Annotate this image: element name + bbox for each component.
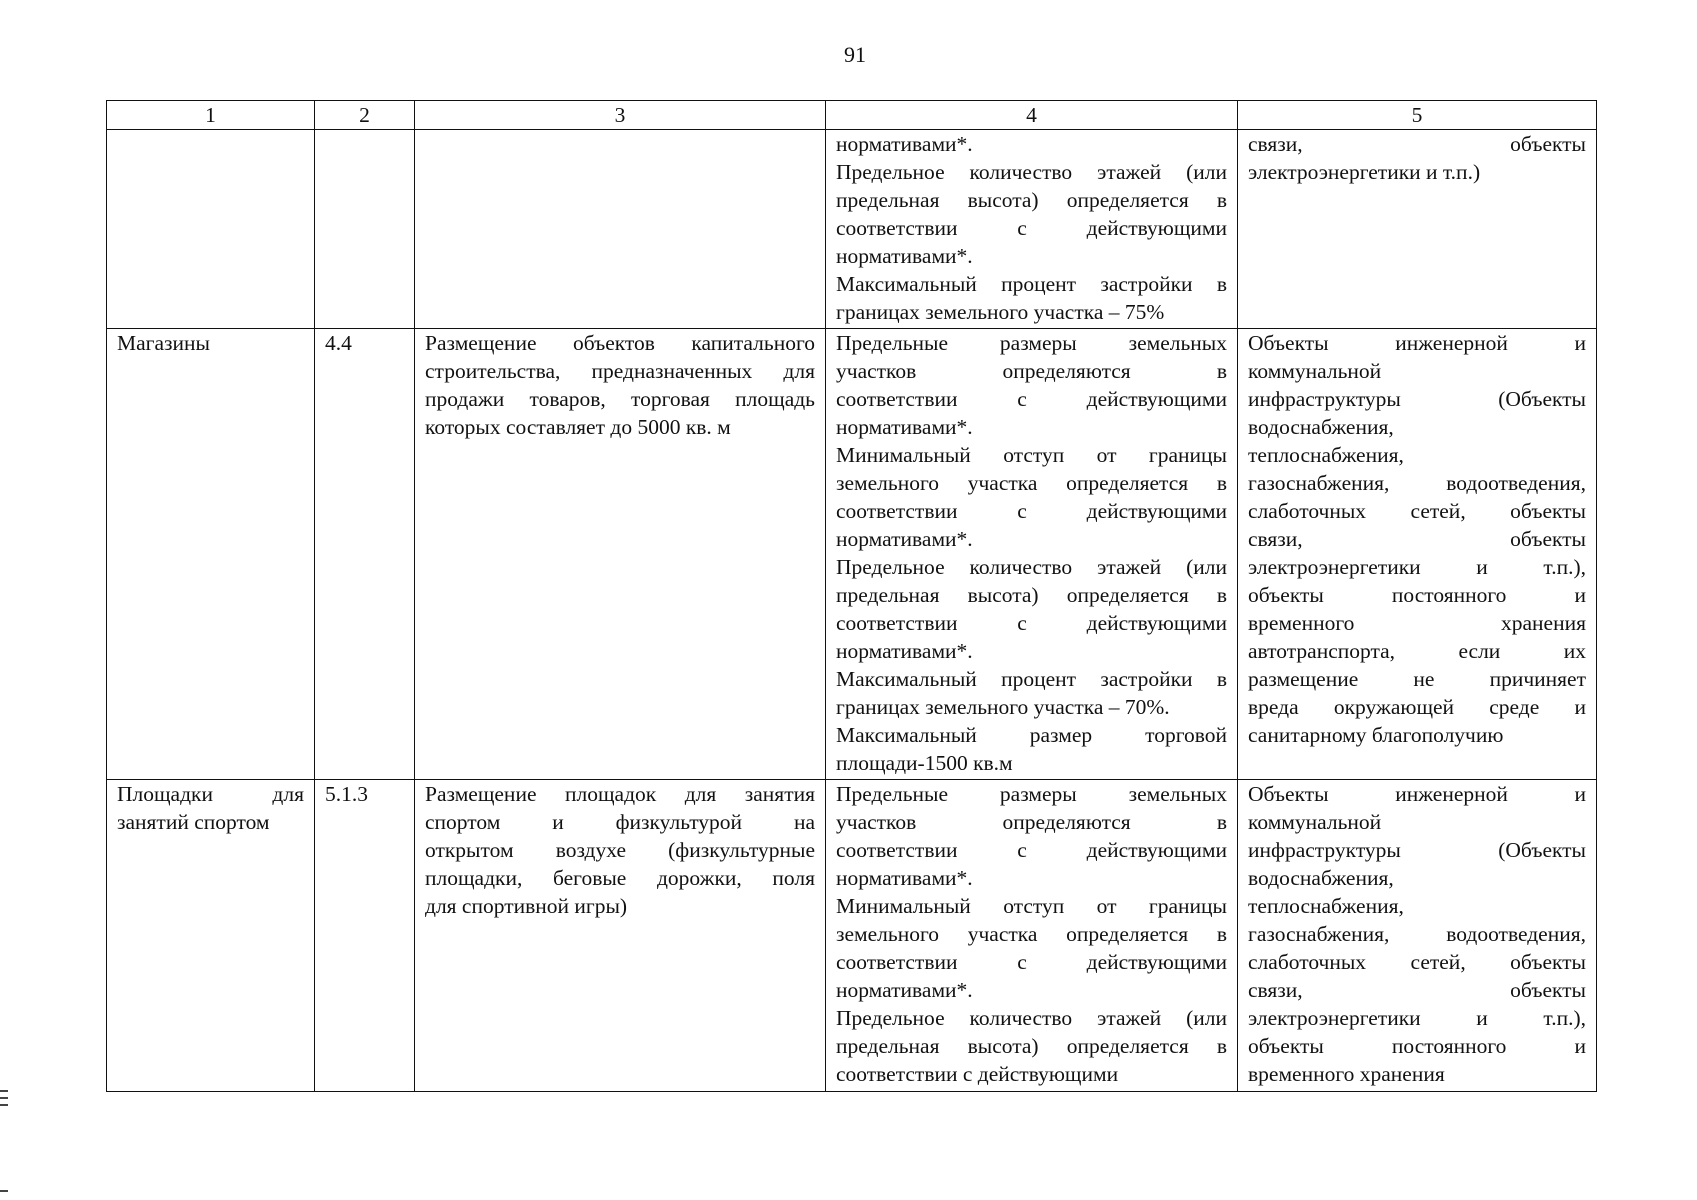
cell-line: которых составляет до 5000 кв. м: [425, 415, 731, 439]
margin-mark: [0, 1097, 8, 1099]
auxiliary-cell: [1238, 329, 1597, 780]
cell-line: временного хранения: [1248, 1062, 1445, 1086]
cell-line: Максимальный размер торговой: [836, 723, 1227, 747]
table-row: [107, 780, 1597, 1092]
cell-line: автотранспорта, если их: [1248, 639, 1586, 663]
cell-line: объекты постоянного и: [1248, 583, 1586, 607]
cell-line: предельная высота) определяется в: [836, 188, 1227, 212]
cell-line: водоснабжения,: [1248, 415, 1394, 439]
cell-line: соответствии с действующими: [836, 387, 1227, 411]
cell-line: инфраструктуры (Объекты: [1248, 387, 1586, 411]
cell-line: открытом воздухе (физкультурные: [425, 838, 815, 862]
cell-line: соответствии с действующими: [836, 611, 1227, 635]
cell-line: продажи товаров, торговая площадь: [425, 387, 815, 411]
cell-line: строительства, предназначенных для: [425, 359, 815, 383]
use-code-cell: 5.1.3: [315, 780, 415, 1092]
cell-line: участков определяются в: [836, 359, 1227, 383]
cell-line: предельная высота) определяется в: [836, 1034, 1227, 1058]
cell-line: площади-1500 кв.м: [836, 751, 1013, 775]
cell-line: спортом и физкультурой на: [425, 810, 815, 834]
cell-line: нормативами*.: [836, 132, 973, 156]
table-row: [107, 130, 1597, 329]
header-row: [107, 101, 1597, 130]
cell-line: временного хранения: [1248, 611, 1586, 635]
cell-line: Максимальный процент застройки в: [836, 667, 1227, 691]
cell-line: слаботочных сетей, объекты: [1248, 950, 1586, 974]
cell-line: вреда окружающей среде и: [1248, 695, 1586, 719]
cell-line: Объекты инженерной и: [1248, 782, 1586, 806]
cell-line: Максимальный процент застройки в: [836, 272, 1227, 296]
column-header: 5: [1238, 101, 1597, 130]
use-name-cell: [107, 780, 315, 1092]
cell-line: водоснабжения,: [1248, 866, 1394, 890]
column-header: 3: [415, 101, 826, 130]
cell-line: газоснабжения, водоотведения,: [1248, 471, 1586, 495]
margin-mark: [0, 1104, 8, 1106]
table-row: [107, 329, 1597, 780]
cell-line: коммунальной: [1248, 810, 1382, 834]
auxiliary-cell: [1238, 130, 1597, 329]
cell-line: санитарному благополучию: [1248, 723, 1504, 747]
cell-line: Предельные размеры земельных: [836, 331, 1227, 355]
cell-line: соответствии с действующими: [836, 1062, 1119, 1086]
cell-line: нормативами*.: [836, 244, 973, 268]
cell-line: площадки, беговые дорожки, поля: [425, 866, 815, 890]
cell-line: Предельное количество этажей (или: [836, 1006, 1227, 1030]
description-cell: [415, 329, 826, 780]
column-header: 4: [826, 101, 1238, 130]
cell-line: соответствии с действующими: [836, 838, 1227, 862]
cell-line: для спортивной игры): [425, 894, 628, 918]
cell-line: нормативами*.: [836, 639, 973, 663]
cell-line: электроэнергетики и т.п.): [1248, 160, 1481, 184]
cell-line: нормативами*.: [836, 866, 973, 890]
cell-line: Предельное количество этажей (или: [836, 555, 1227, 579]
cell-line: границах земельного участка – 75%: [836, 300, 1165, 324]
cell-line: Размещение объектов капитального: [425, 331, 815, 355]
use-name-cell: Магазины: [107, 329, 315, 780]
cell-line: границах земельного участка – 70%.: [836, 695, 1170, 719]
cell-line: участков определяются в: [836, 810, 1227, 834]
cell-line: нормативами*.: [836, 527, 973, 551]
margin-mark: [0, 1090, 8, 1092]
page-number: 91: [844, 42, 866, 67]
cell-line: теплоснабжения,: [1248, 894, 1404, 918]
cell-line: нормативами*.: [836, 415, 973, 439]
cell-line: слаботочных сетей, объекты: [1248, 499, 1586, 523]
cell-line: газоснабжения, водоотведения,: [1248, 922, 1586, 946]
cell-line: земельного участка определяется в: [836, 922, 1227, 946]
column-header: 1: [107, 101, 315, 130]
cell-line: размещение не причиняет: [1248, 667, 1586, 691]
cell-line: связи, объекты: [1248, 132, 1586, 156]
cell-line: Минимальный отступ от границы: [836, 894, 1227, 918]
cell-line: нормативами*.: [836, 978, 973, 1002]
cell-line: коммунальной: [1248, 359, 1382, 383]
use-code-cell: [315, 130, 415, 329]
cell-line: электроэнергетики и т.п.),: [1248, 555, 1586, 579]
auxiliary-cell: [1238, 780, 1597, 1092]
cell-line: инфраструктуры (Объекты: [1248, 838, 1586, 862]
cell-line: электроэнергетики и т.п.),: [1248, 1006, 1586, 1030]
zoning-table: [106, 100, 1597, 1092]
cell-line: соответствии с действующими: [836, 950, 1227, 974]
column-header: 2: [315, 101, 415, 130]
parameters-cell: [826, 329, 1238, 780]
cell-line: Предельное количество этажей (или: [836, 160, 1227, 184]
cell-line: соответствии с действующими: [836, 499, 1227, 523]
cell-line: Минимальный отступ от границы: [836, 443, 1227, 467]
cell-line: соответствии с действующими: [836, 216, 1227, 240]
description-cell: [415, 130, 826, 329]
cell-line: объекты постоянного и: [1248, 1034, 1586, 1058]
cell-line: Предельные размеры земельных: [836, 782, 1227, 806]
cell-line: теплоснабжения,: [1248, 443, 1404, 467]
cell-line: предельная высота) определяется в: [836, 583, 1227, 607]
parameters-cell: [826, 780, 1238, 1092]
margin-mark: [0, 1190, 8, 1192]
description-cell: [415, 780, 826, 1092]
use-name-text: Площадки для занятий спортом: [117, 782, 304, 834]
use-code-cell: 4.4: [315, 329, 415, 780]
use-name-cell: [107, 130, 315, 329]
cell-line: связи, объекты: [1248, 527, 1586, 551]
cell-line: связи, объекты: [1248, 978, 1586, 1002]
cell-line: земельного участка определяется в: [836, 471, 1227, 495]
cell-line: Размещение площадок для занятия: [425, 782, 815, 806]
parameters-cell: [826, 130, 1238, 329]
cell-line: Объекты инженерной и: [1248, 331, 1586, 355]
